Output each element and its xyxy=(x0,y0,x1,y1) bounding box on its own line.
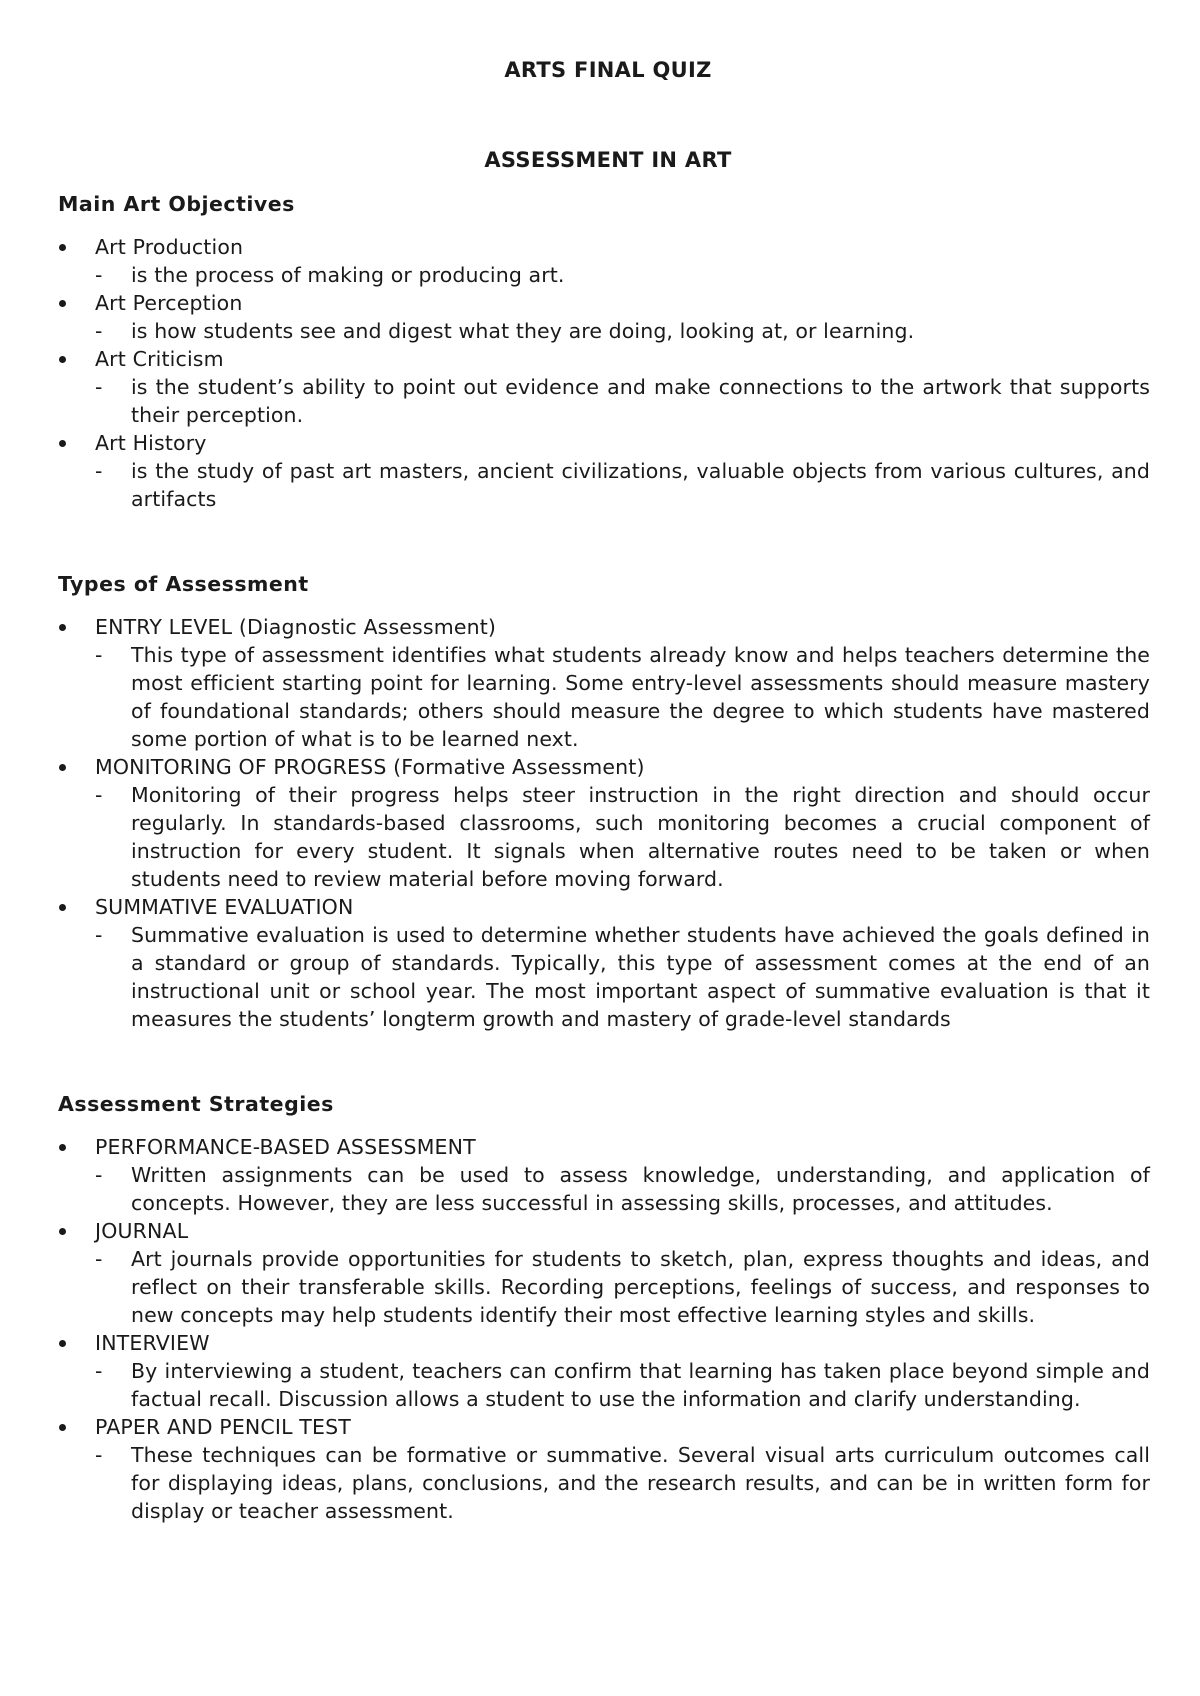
bullet-icon xyxy=(59,753,73,781)
list-item xyxy=(58,1133,1150,1217)
list-item xyxy=(58,345,1150,429)
item-description-text: Monitoring of their progress helps steer instruction in the right direction and should occur regularly. In standards-based classrooms, such monitoring becomes a crucial component of instruction for every student. It signals when alternative routes need to be taken or when students need to review material before moving forward. xyxy=(131,783,1150,891)
item-description xyxy=(95,457,1150,513)
item-description-text: These techniques can be formative or summative. Several visual arts curriculum outcomes call for displaying ideas, plans, conclusions, and the research results, and can be in written form for display or teacher assessment. xyxy=(131,1443,1150,1523)
bullet-icon xyxy=(59,613,73,641)
dash-marker: - xyxy=(95,783,103,807)
dash-marker: - xyxy=(95,1247,103,1271)
item-list xyxy=(58,1133,1150,1525)
list-item xyxy=(58,753,1150,893)
item-description-text: By interviewing a student, teachers can confirm that learning has taken place beyond simple and factual recall. Discussion allows a student to use the information and clarify understanding. xyxy=(131,1359,1150,1411)
bullet-icon xyxy=(59,289,73,317)
item-description-text: Art journals provide opportunities for students to sketch, plan, express thoughts and ideas, and reflect on their transferable skills. Recording perceptions, feelings of success, and responses to new concepts may help students identify their most effective learning styles and skills. xyxy=(131,1247,1150,1327)
list-item xyxy=(58,1217,1150,1329)
list-item xyxy=(58,893,1150,1033)
dash-marker: - xyxy=(95,1359,103,1383)
dash-marker: - xyxy=(95,459,103,483)
list-item xyxy=(58,613,1150,753)
item-description xyxy=(95,921,1150,1033)
list-item xyxy=(58,429,1150,513)
dash-marker: - xyxy=(95,375,103,399)
item-label: SUMMATIVE EVALUATION xyxy=(95,895,354,919)
section-heading: Main Art Objectives xyxy=(58,192,295,216)
bullet-icon xyxy=(59,1329,73,1357)
item-label: INTERVIEW xyxy=(95,1331,210,1355)
bullet-icon xyxy=(59,233,73,261)
dash-marker: - xyxy=(95,1443,103,1467)
item-description-text: is the process of making or producing art. xyxy=(131,263,565,287)
bullet-icon xyxy=(59,1413,73,1441)
section-main-art-objectives xyxy=(58,189,1150,513)
item-list xyxy=(58,613,1150,1033)
dash-marker: - xyxy=(95,1163,103,1187)
list-item xyxy=(58,289,1150,345)
item-label: JOURNAL xyxy=(95,1219,189,1243)
list-item xyxy=(58,1329,1150,1413)
item-description xyxy=(95,373,1150,429)
item-label: MONITORING OF PROGRESS (Formative Assessment) xyxy=(95,755,645,779)
item-label: Art Production xyxy=(95,235,244,259)
section-heading: Assessment Strategies xyxy=(58,1092,334,1116)
item-description xyxy=(95,1441,1150,1525)
item-description xyxy=(95,781,1150,893)
bullet-icon xyxy=(59,1133,73,1161)
bullet-icon xyxy=(59,893,73,921)
bullet-icon xyxy=(59,345,73,373)
item-description-text: is the study of past art masters, ancient civilizations, valuable objects from various cultures, and artifacts xyxy=(131,459,1150,511)
bullet-icon xyxy=(59,1217,73,1245)
item-label: Art Perception xyxy=(95,291,243,315)
bullet-icon xyxy=(59,429,73,457)
item-label: PERFORMANCE-BASED ASSESSMENT xyxy=(95,1135,476,1159)
item-description xyxy=(95,1161,1150,1217)
section-assessment-strategies xyxy=(58,1089,1150,1525)
item-description-text: Summative evaluation is used to determine whether students have achieved the goals defined in a standard or group of standards. Typically, this type of assessment comes at the end of an instructional unit or school year. The most important aspect of summative evaluation is that it measures the students’ longterm growth and mastery of grade-level standards xyxy=(131,923,1150,1031)
document-subtitle: ASSESSMENT IN ART xyxy=(484,148,732,172)
item-label: Art Criticism xyxy=(95,347,224,371)
item-label: Art History xyxy=(95,431,207,455)
section-types-of-assessment xyxy=(58,569,1150,1033)
list-item xyxy=(58,1413,1150,1525)
item-description xyxy=(95,261,1150,289)
item-description xyxy=(95,317,1150,345)
item-description xyxy=(95,641,1150,753)
dash-marker: - xyxy=(95,643,103,667)
dash-marker: - xyxy=(95,923,103,947)
dash-marker: - xyxy=(95,263,103,287)
item-description xyxy=(95,1245,1150,1329)
item-description-text: Written assignments can be used to assess knowledge, understanding, and application of concepts. However, they are less successful in assessing skills, processes, and attitudes. xyxy=(131,1163,1150,1215)
document-title: ARTS FINAL QUIZ xyxy=(504,58,712,82)
item-label: ENTRY LEVEL (Diagnostic Assessment) xyxy=(95,615,497,639)
list-item xyxy=(58,233,1150,289)
item-description-text: This type of assessment identifies what students already know and helps teachers determine the most efficient starting point for learning. Some entry-level assessments should measure mastery of foundational standards; others should measure the degree to which students have mastered some portion of what is to be learned next. xyxy=(131,643,1150,751)
item-label: PAPER AND PENCIL TEST xyxy=(95,1415,351,1439)
dash-marker: - xyxy=(95,319,103,343)
item-description-text: is the student’s ability to point out evidence and make connections to the artwork that supports their perception. xyxy=(131,375,1150,427)
item-description xyxy=(95,1357,1150,1413)
item-list xyxy=(58,233,1150,513)
section-heading: Types of Assessment xyxy=(58,572,309,596)
item-description-text: is how students see and digest what they are doing, looking at, or learning. xyxy=(131,319,915,343)
